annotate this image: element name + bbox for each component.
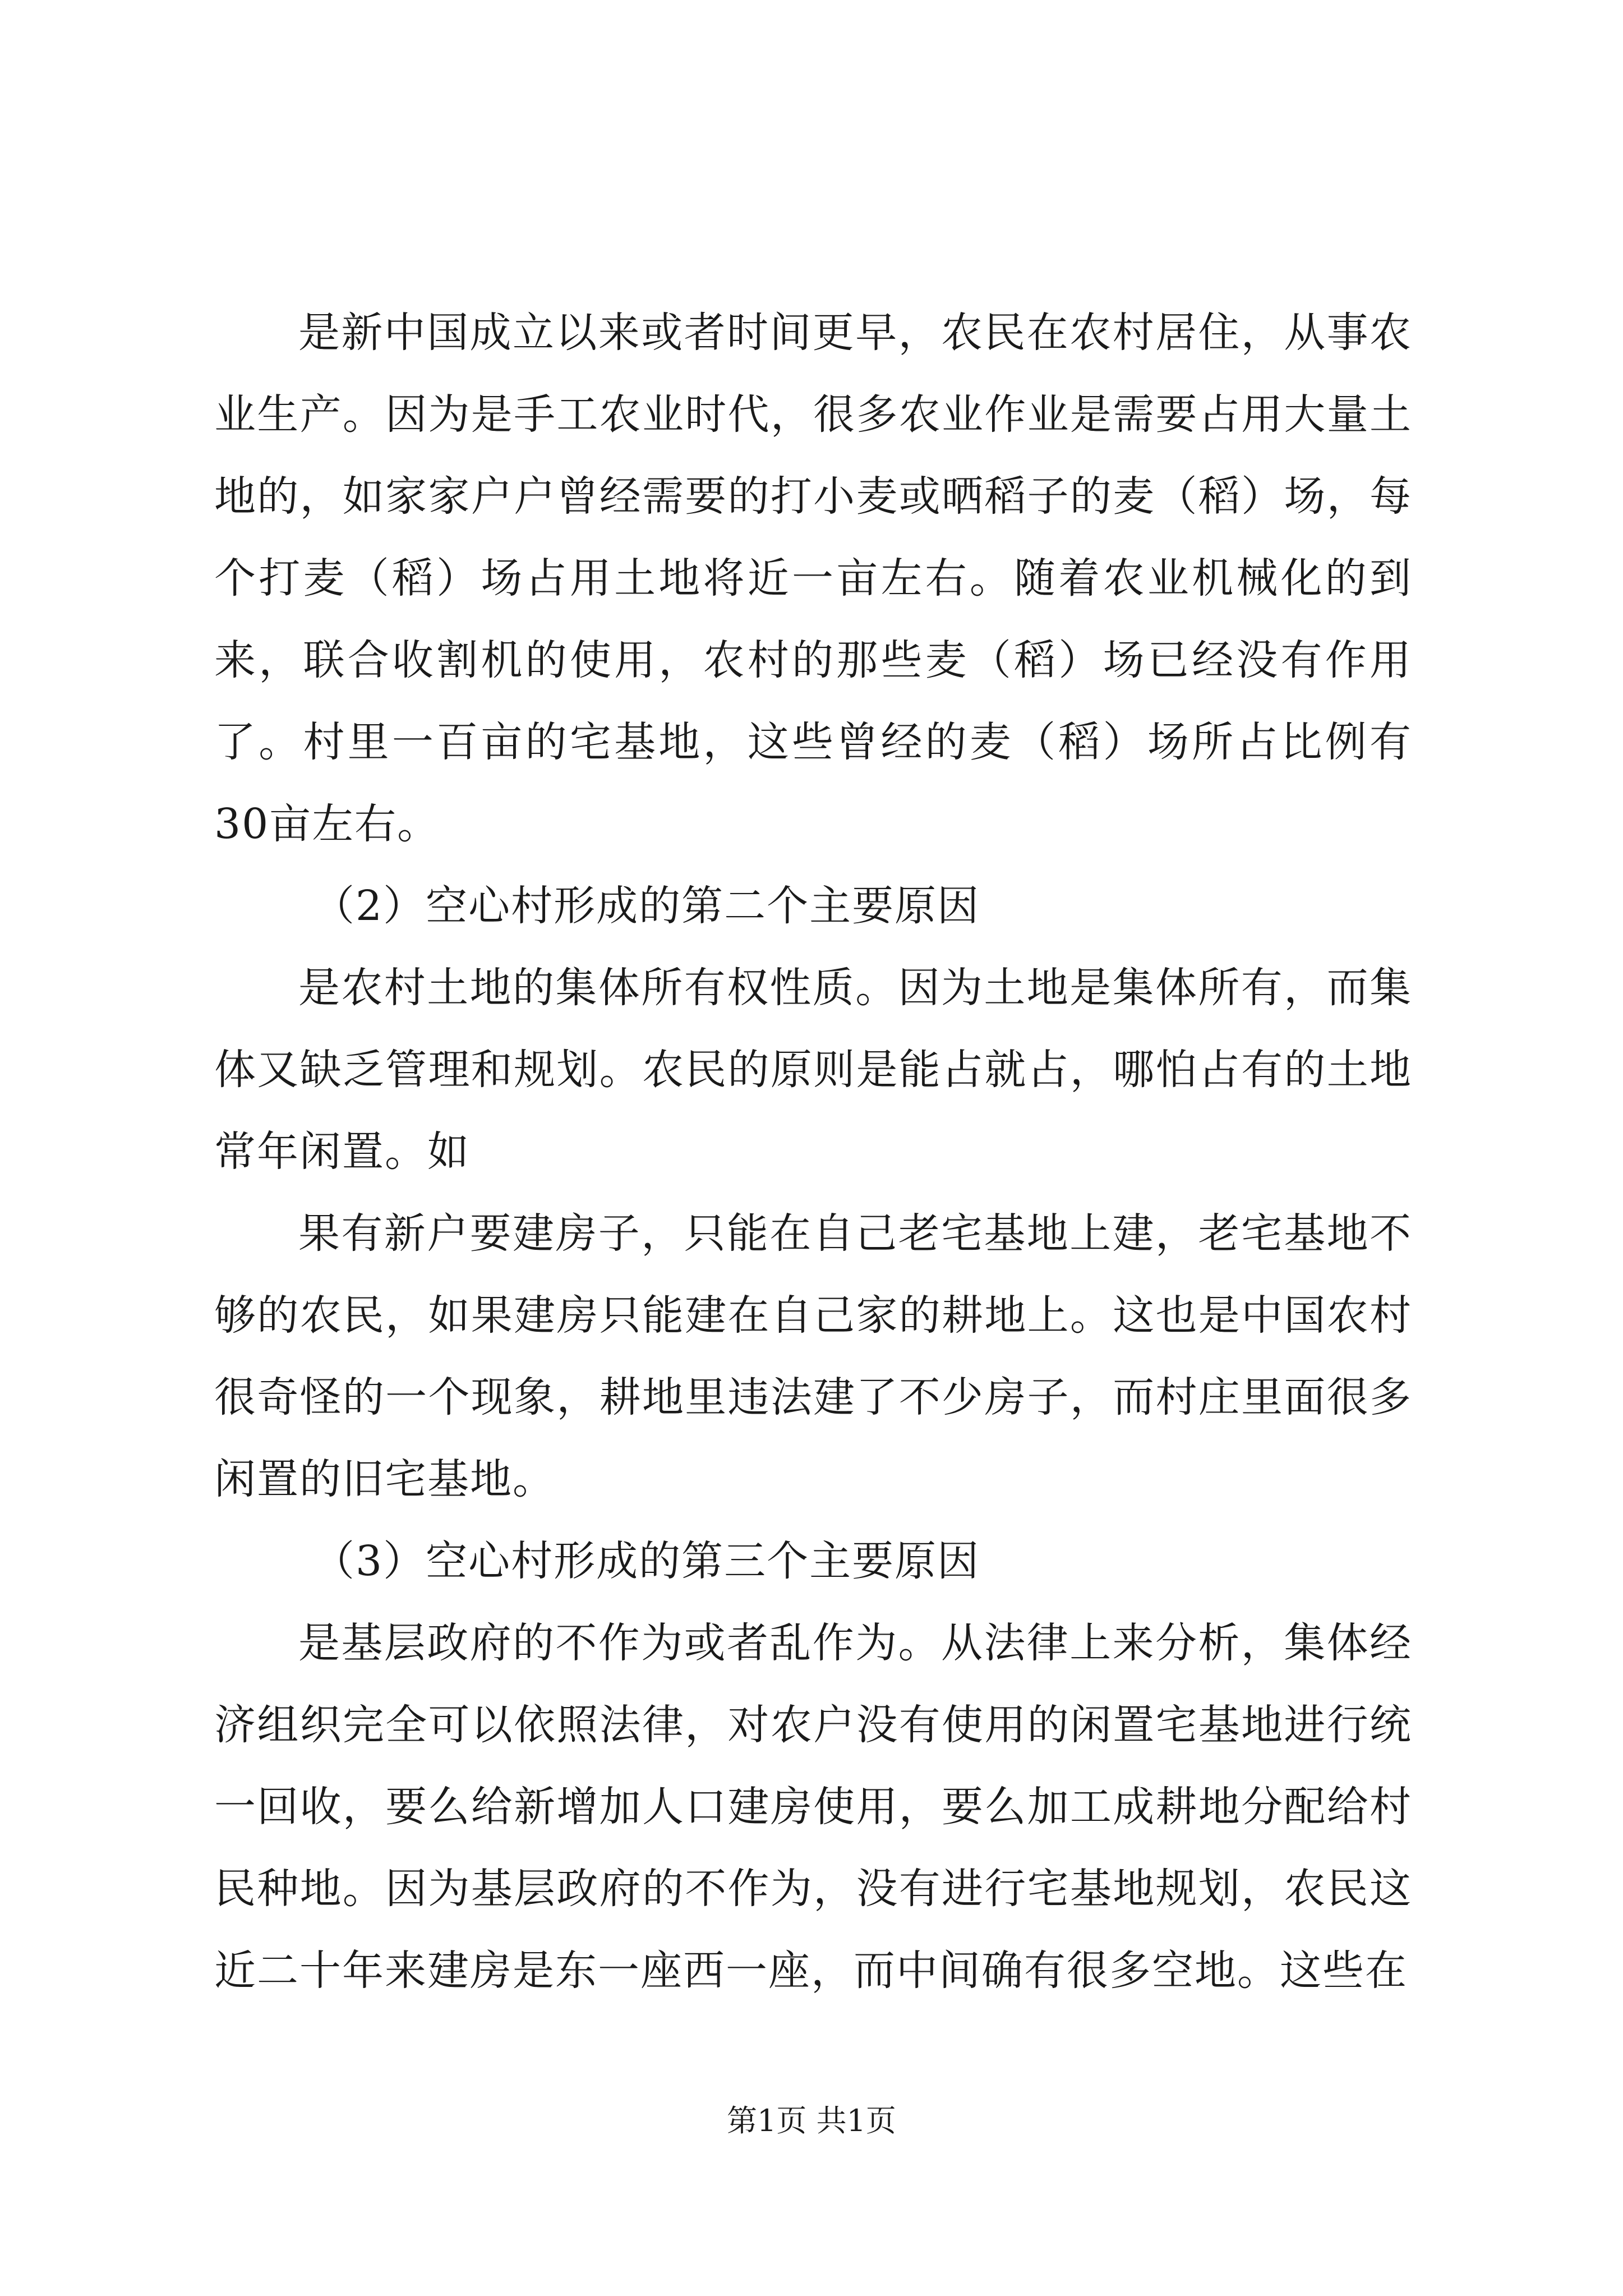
page-footer: 第1页 共1页 xyxy=(727,2103,896,2138)
body-paragraph: 是新中国成立以来或者时间更早，农民在农村居住，从事农业生产。因为是手工农业时代，很多农业作业是需要占用大量土地的，如家家户户曾经需要的打小麦或晒稻子的麦（稻）场，每个打麦（稻）场占用土地将近一亩左右。随着农业机械化的到来，联合收割机的使用，农村的那些麦（稻）场已经没有作用了。村里一百亩的宅基地，这些曾经的麦（稻）场所占比例有30亩左右。 xyxy=(214,309,1412,848)
body-paragraph: 是农村土地的集体所有权性质。因为土地是集体所有，而集体又缺乏管理和规划。农民的原则是能占就占，哪怕占有的土地常年闲置。如 xyxy=(214,964,1412,1176)
body-paragraph: 果有新户要建房子，只能在自己老宅基地上建，老宅基地不够的农民，如果建房只能建在自己家的耕地上。这也是中国农村很奇怪的一个现象，耕地里违法建了不少房子，而村庄里面很多闲置的旧宅基地。 xyxy=(214,1209,1412,1503)
section-heading: （3）空心村形成的第三个主要原因 xyxy=(313,1537,980,1585)
document-body xyxy=(214,292,1412,2012)
body-paragraph: 是基层政府的不作为或者乱作为。从法律上来分析，集体经济组织完全可以依照法律，对农户没有使用的闲置宅基地进行统一回收，要么给新增加人口建房使用，要么加工成耕地分配给村民种地。因为基层政府的不作为，没有进行宅基地规划，农民这近二十年来建房是东一座西一座，而中间确有很多空地。这些在 xyxy=(214,1619,1412,1995)
section-heading: （2）空心村形成的第二个主要原因 xyxy=(313,882,980,930)
